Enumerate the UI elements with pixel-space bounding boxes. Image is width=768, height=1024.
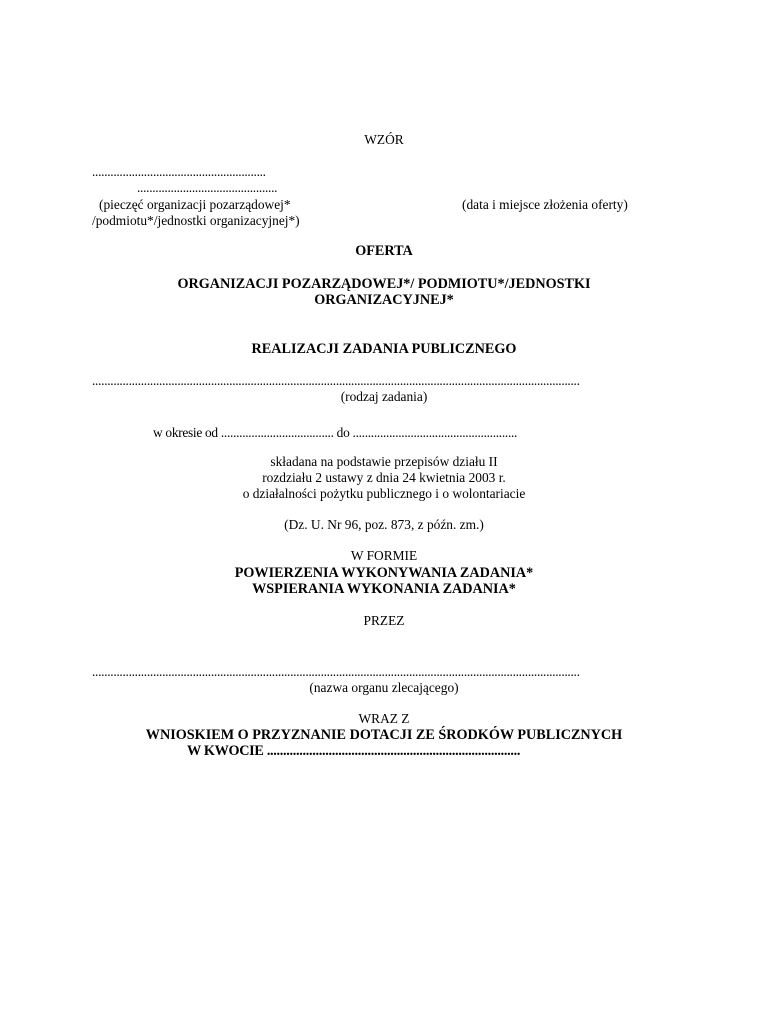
form-label: W FORMIE bbox=[350, 548, 418, 563]
grant-amount-line: W KWOCIE .............................................................................. bbox=[187, 743, 521, 759]
template-heading: WZÓR bbox=[364, 132, 404, 147]
legal-basis-line-2: rozdziału 2 ustawy z dnia 24 kwietnia 2003 r. bbox=[262, 470, 506, 485]
stamp-dots-line-1: ......................................................... bbox=[92, 164, 266, 179]
public-task-heading: REALIZACJI ZADANIA PUBLICZNEGO bbox=[251, 341, 517, 357]
authority-name-label: (nazwa organu zlecającego) bbox=[309, 680, 459, 695]
journal-reference: (Dz. U. Nr 96, poz. 873, z późn. zm.) bbox=[284, 517, 484, 532]
stamp-label-line-2: /podmiotu*/jednostki organizacyjnej*) bbox=[92, 213, 300, 228]
period-line: w okresie od ..................................... do ...................................................... bbox=[153, 425, 518, 440]
stamp-dots-line-2: .............................................. bbox=[137, 180, 278, 195]
organization-heading-line-2: ORGANIZACYJNEJ* bbox=[314, 292, 454, 308]
supporting-option: WSPIERANIA WYKONANIA ZADANIA* bbox=[252, 581, 516, 597]
grant-application-heading: WNIOSKIEM O PRZYZNANIE DOTACJI ZE ŚRODKÓW PUBLICZNYCH bbox=[145, 727, 623, 743]
task-type-label: (rodzaj zadania) bbox=[340, 389, 428, 404]
legal-basis-line-1: składana na podstawie przepisów działu II bbox=[270, 454, 498, 469]
entrusting-option: POWIERZENIA WYKONYWANIA ZADANIA* bbox=[234, 565, 534, 581]
together-with-label: WRAZ Z bbox=[358, 711, 410, 726]
organization-heading-line-1: ORGANIZACJI POZARZĄDOWEJ*/ PODMIOTU*/JEDNOSTKI bbox=[177, 276, 591, 292]
through-label: PRZEZ bbox=[363, 613, 405, 628]
offer-title: OFERTA bbox=[355, 243, 413, 259]
authority-name-dots: ................................................................................................................................................................ bbox=[92, 664, 580, 679]
legal-basis-line-3: o działalności pożytku publicznego i o wolontariacie bbox=[242, 486, 526, 501]
date-place-label: (data i miejsce złożenia oferty) bbox=[462, 197, 628, 212]
task-type-dots: ................................................................................................................................................................ bbox=[92, 373, 580, 388]
stamp-label-line-1: (pieczęć organizacji pozarządowej* bbox=[99, 197, 291, 212]
